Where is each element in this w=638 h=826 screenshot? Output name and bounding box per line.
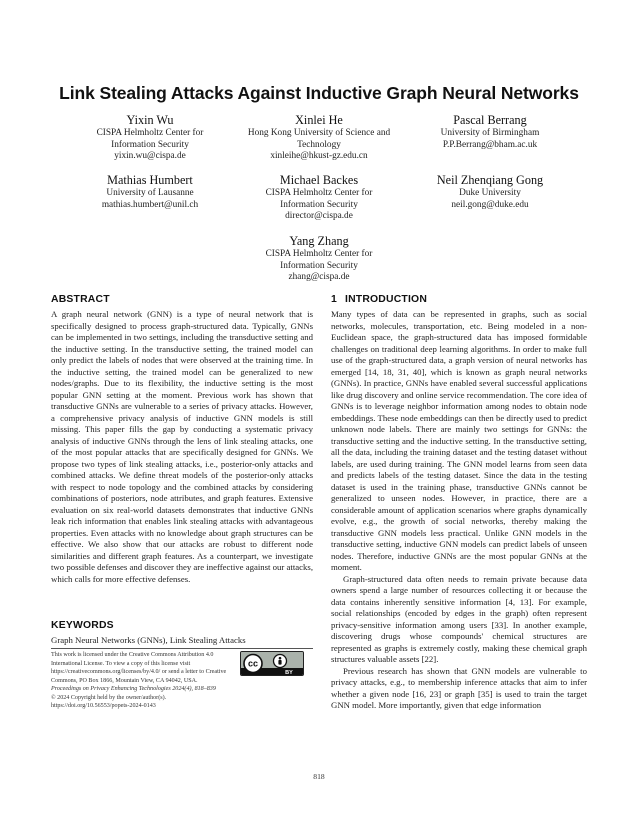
keywords-text: Graph Neural Networks (GNNs), Link Stealing Attacks (51, 635, 246, 645)
author-email: P.P.Berrang@bham.ac.uk (442, 139, 538, 150)
license-text: This work is licensed under the Creative Commons Attribution 4.0 International License. To view a copy of this license visit https://creativecommons.org/licenses/by/4.0/ or send a letter to Creative Commons, PO Box 1866, Mountain View, CA 94042, USA. (51, 652, 227, 684)
author-affiliation: Technology (297, 139, 341, 150)
author-affiliation: Hong Kong University of Science and (247, 128, 391, 138)
author-affiliation: CISPA Helmholtz Center for (96, 128, 204, 138)
proceedings-line: Proceedings on Privacy Enhancing Technologies 2024(4), 818–839 (51, 686, 216, 692)
author-email: zhang@cispa.de (288, 272, 350, 283)
copyright-line: © 2024 Copyright held by the owner/author(s). (51, 694, 167, 701)
paragraph: Many types of data can be represented in graphs, such as social networks, molecules, transportation, etc. Being modeled in a non-Euclidean space, the graph-structured data has imposed formidable challenges on traditional deep learning algorithms. In order to make full use of the graph-structured data, a graph version of neural networks has emerged [14, 18, 31, 40], which is known as graph neural networks (GNNs). In practice, GNNs have enabled several successful applications like drug discovery and online service recommendation. The core idea of GNNs is to leverage neighbor information among nodes to obtain node embeddings. These node embeddings can then be directly used to predict unknown node labels. There are mainly two settings for GNNs: the transductive setting and the inductive setting. In the transductive setting, all the data, including the training dataset and the testing dataset without labels, are used during training. The GNN model learns from seen data and predicts labels of the testing dataset. Since the data in the testing dataset is used in the training phase, transductive GNNs cannot be generalized to unseen nodes. However, in practice, there are a considerable amount of application scenarios where graphs dynamically evolve, e.g., the growth of social networks, thereby making the transductive GNN models less practical. Unlike GNN models in the transductive setting, inductive GNN models can predict labels of unseen nodes. Therefore, inductive GNNs are the most popular GNNs at the moment. (331, 309, 587, 572)
author-name: Mathias Humbert (107, 173, 193, 187)
author-email: yixin.wu@cispa.de (114, 151, 186, 162)
section-title: INTRODUCTION (344, 294, 428, 305)
author-name: Neil Zhenqiang Gong (436, 173, 544, 187)
author-name: Xinlei He (295, 113, 343, 127)
abstract-text: A graph neural network (GNN) is a type of neural network that is specifically designed to process graph-structured data. Typically, GNNs can be implemented in two settings, including the transductive setting and the inductive setting. In the transductive setting, the trained model can only predict the labels of nodes that were observed at the training time. In the inductive setting, the trained model can be generalized to new nodes/graphs. Due to its flexibility, the inductive setting is the most popular GNN setting at the moment. Previous work has shown that transductive GNNs are vulnerable to a series of privacy attacks. However, a comprehensive privacy analysis of inductive GNN models is still missing. This paper fills the gap by conducting a systematic privacy analysis of inductive GNNs through the lens of link stealing attacks, one of the most popular attacks that are specifically designed for GNNs. We propose two types of link stealing attacks, i.e., posterior-only attacks and combined attacks. We define threat models of the posterior-only attacks with respect to node topology and the combined attacks by considering combinations of posteriors, node attributes, and graph features. Extensive evaluation on six real-world datasets demonstrates that inductive GNNs leak rich information that enables link stealing attacks with advantageous properties. Even attacks with no knowledge about graph structures can be effective. We also show that our attacks are robust to different node similarities and different graph features. As a counterpart, we investigate two possible defenses and discover they are ineffective against our attacks, which calls for more effective defenses. (51, 309, 314, 584)
abstract-heading: ABSTRACT (51, 294, 110, 305)
author-block (400, 113, 580, 151)
section-number: 1 (331, 294, 337, 305)
author-affiliation: CISPA Helmholtz Center for (265, 249, 373, 259)
introduction-body (331, 309, 587, 712)
author-name: Yang Zhang (289, 234, 349, 248)
paragraph: Graph-structured data often needs to remain private because data owners spend a large number of resources collecting it or because the data contains inherently sensitive information [4, 13]. For example, social relationships (encoded by edges in the graph) often represent privacy-sensitive information among users [33]. In another example, discovering drugs whose compounds' chemical structures are represented as graphs is extremely costly, making these chemical graph structures valuable assets [22]. (331, 573, 587, 664)
author-affiliation: University of Birmingham (440, 128, 540, 138)
author-name: Pascal Berrang (453, 113, 527, 127)
author-email: xinleihe@hkust-gz.edu.cn (270, 151, 368, 162)
author-affiliation: Information Security (280, 199, 358, 210)
paragraph: Previous research has shown that GNN models are vulnerable to privacy attacks, e.g., to membership inference attacks that aim to infer whether a given node [16, 23] or graph [35] is used to train the target GNN model. More importantly, given that edge information (331, 665, 587, 710)
author-block (229, 173, 409, 223)
author-email: director@cispa.de (285, 211, 353, 222)
author-block (60, 173, 240, 211)
footnote-rule (51, 648, 313, 649)
keywords-heading: KEYWORDS (51, 620, 114, 631)
author-affiliation: Duke University (459, 188, 521, 198)
author-affiliation: University of Lausanne (106, 188, 194, 198)
author-affiliation: Information Security (280, 260, 358, 271)
author-email: mathias.humbert@unil.ch (101, 199, 199, 210)
cc-by-license-icon[interactable] (240, 651, 304, 676)
author-name: Michael Backes (279, 173, 359, 187)
introduction-heading (331, 294, 427, 305)
by-icon-label: BY (285, 670, 293, 675)
author-email: neil.gong@duke.edu (451, 199, 529, 210)
author-block (60, 113, 240, 163)
paper-title: Link Stealing Attacks Against Inductive Graph Neural Networks (59, 83, 579, 103)
doi-link[interactable]: https://doi.org/10.56553/popets-2024-0143 (51, 703, 156, 709)
author-block (229, 113, 409, 163)
author-affiliation: CISPA Helmholtz Center for (265, 188, 373, 198)
cc-icon-label: cc (247, 658, 259, 669)
page-number: 818 (313, 772, 325, 781)
author-block (400, 173, 580, 211)
author-block (229, 234, 409, 284)
author-affiliation: Information Security (111, 139, 189, 150)
author-name: Yixin Wu (126, 113, 174, 127)
